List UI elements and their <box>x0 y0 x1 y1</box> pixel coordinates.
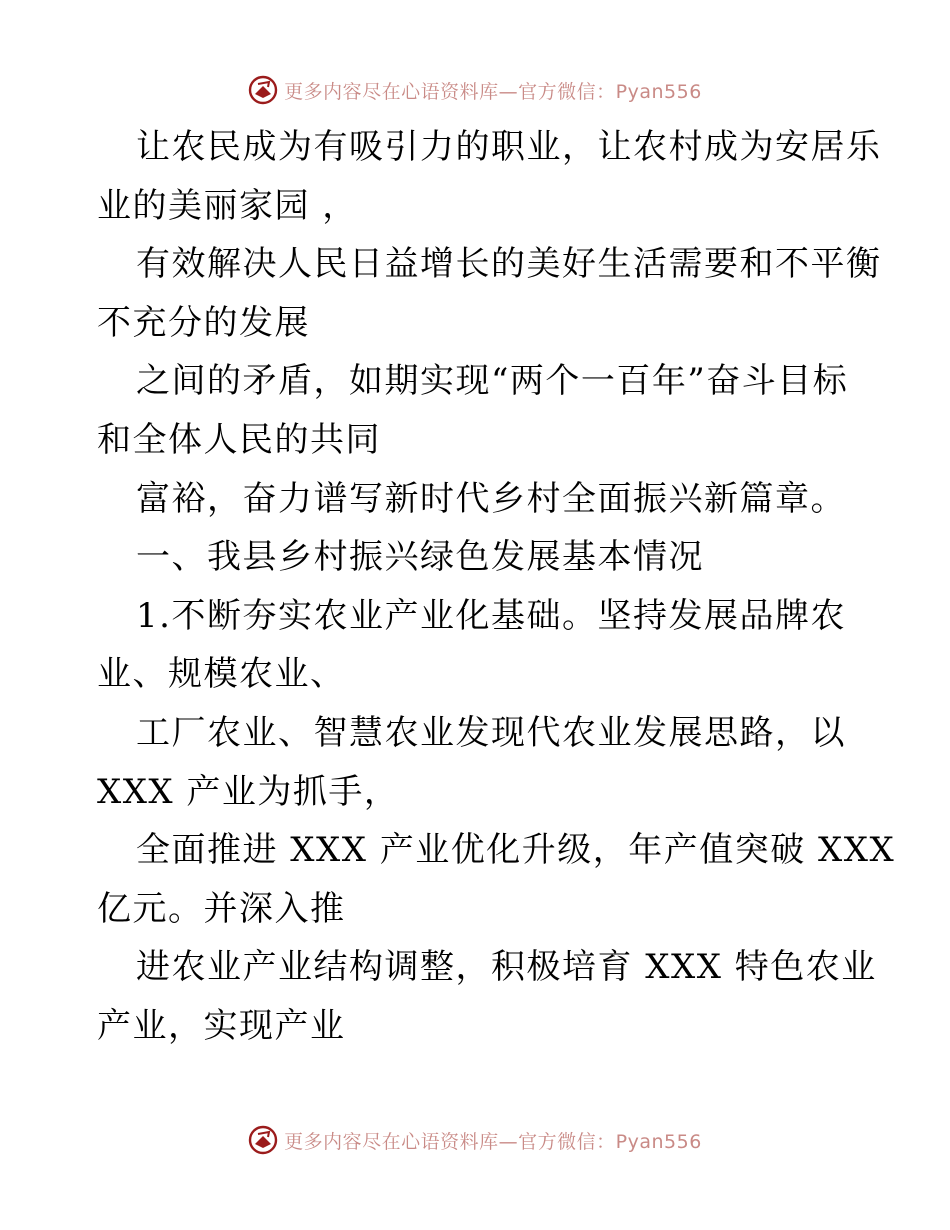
paragraph-line: 富裕，奋力谱写新时代乡村全面振兴新篇章。 <box>136 478 846 519</box>
paragraph-line: 让农民成为有吸引力的职业，让农村成为安居乐 <box>136 127 882 167</box>
paragraph-line: 业、规模农业、 <box>97 654 346 695</box>
footer-banner <box>0 1120 950 1160</box>
paragraph-line: 产业，实现产业 <box>97 1005 346 1046</box>
paragraph-line: 进农业产业结构调整，积极培育 XXX 特色农业 <box>136 947 877 988</box>
paragraph-line: 有效解决人民日益增长的美好生活需要和不平衡 <box>136 244 882 285</box>
paragraph-line: 1.不断夯实农业产业化基础。坚持发展品牌农 <box>136 595 846 636</box>
header-banner <box>0 70 950 110</box>
paragraph-line: 亿元。并深入推 <box>97 888 346 929</box>
paragraph-line: 和全体人民的共同 <box>97 419 381 460</box>
paragraph-line: 一、我县乡村振兴绿色发展基本情况 <box>136 537 704 578</box>
book-logo-icon <box>248 1125 278 1155</box>
header-banner-text: 更多内容尽在心语资料库—官方微信：Pyan556 <box>284 80 702 103</box>
footer-banner-text: 更多内容尽在心语资料库—官方微信：Pyan556 <box>284 1130 702 1153</box>
paragraph-line: 之间的矛盾，如期实现“两个一百年”奋斗目标 <box>136 361 849 402</box>
paragraph-line: 业的美丽家园 ， <box>97 185 358 226</box>
book-logo-icon <box>248 75 278 105</box>
paragraph-line: XXX 产业为抓手， <box>97 771 400 812</box>
paragraph-line: 不充分的发展 <box>97 302 310 343</box>
paragraph-line: 工厂农业、智慧农业发现代农业发展思路，以 <box>136 712 846 753</box>
document-body <box>97 118 896 1056</box>
paragraph-line: 全面推进 XXX 产业优化升级，年产值突破 XXX <box>136 830 896 871</box>
